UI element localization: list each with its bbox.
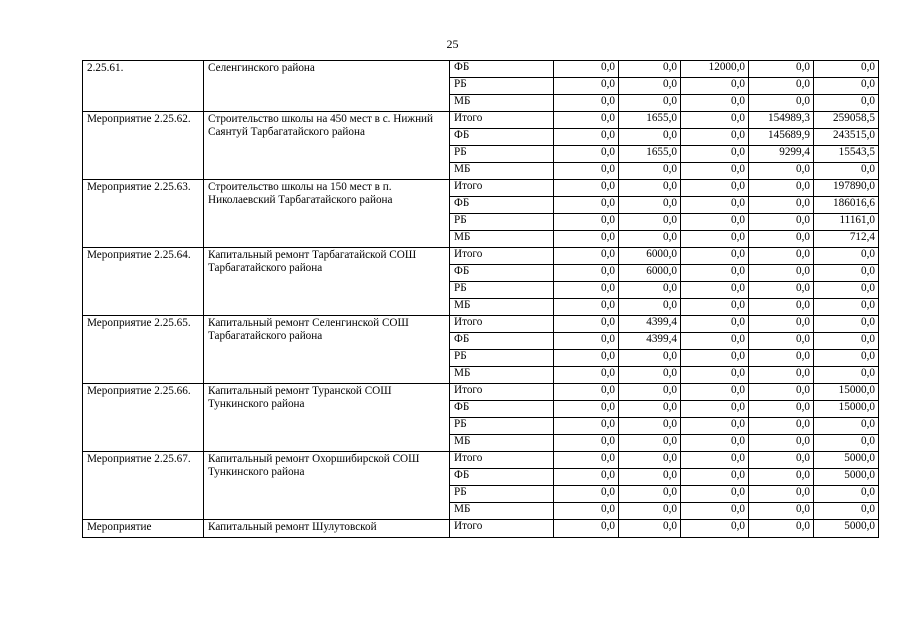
amount-cell-year-5: 5000,0 — [814, 452, 879, 469]
amount-cell-year-1: 0,0 — [554, 367, 619, 384]
amount-cell-year-3: 0,0 — [681, 503, 749, 520]
amount-cell-year-4: 154989,3 — [749, 112, 814, 129]
amount-cell-year-2: 6000,0 — [619, 248, 681, 265]
funding-source-cell: Итого — [450, 112, 554, 129]
amount-cell-year-4: 0,0 — [749, 333, 814, 350]
funding-source-cell: РБ — [450, 146, 554, 163]
funding-source-cell: Итого — [450, 384, 554, 401]
amount-cell-year-4: 0,0 — [749, 61, 814, 78]
activity-name-cell: Капитальный ремонт Туранской СОШ Тункинского района — [204, 384, 450, 452]
amount-cell-year-1: 0,0 — [554, 95, 619, 112]
amount-cell-year-5: 0,0 — [814, 486, 879, 503]
amount-cell-year-5: 0,0 — [814, 435, 879, 452]
amount-cell-year-2: 0,0 — [619, 384, 681, 401]
amount-cell-year-1: 0,0 — [554, 469, 619, 486]
activity-code-cell: Мероприятие 2.25.65. — [83, 316, 204, 384]
amount-cell-year-4: 0,0 — [749, 452, 814, 469]
activity-name-cell: Капитальный ремонт Селенгинской СОШ Тарбагатайского района — [204, 316, 450, 384]
amount-cell-year-4: 0,0 — [749, 299, 814, 316]
amount-cell-year-2: 0,0 — [619, 520, 681, 538]
amount-cell-year-3: 0,0 — [681, 180, 749, 197]
amount-cell-year-2: 0,0 — [619, 503, 681, 520]
activity-code-cell: Мероприятие 2.25.63. — [83, 180, 204, 248]
amount-cell-year-4: 0,0 — [749, 163, 814, 180]
amount-cell-year-5: 0,0 — [814, 418, 879, 435]
amount-cell-year-2: 0,0 — [619, 486, 681, 503]
amount-cell-year-1: 0,0 — [554, 163, 619, 180]
funding-source-cell: ФБ — [450, 401, 554, 418]
amount-cell-year-3: 0,0 — [681, 350, 749, 367]
activity-name-cell: Строительство школы на 150 мест в п. Николаевский Тарбагатайского района — [204, 180, 450, 248]
amount-cell-year-2: 1655,0 — [619, 146, 681, 163]
amount-cell-year-2: 0,0 — [619, 129, 681, 146]
amount-cell-year-5: 5000,0 — [814, 520, 879, 538]
activity-code-cell: Мероприятие 2.25.67. — [83, 452, 204, 520]
amount-cell-year-3: 0,0 — [681, 112, 749, 129]
amount-cell-year-3: 0,0 — [681, 401, 749, 418]
amount-cell-year-2: 0,0 — [619, 214, 681, 231]
funding-source-cell: МБ — [450, 435, 554, 452]
activity-name-cell: Капитальный ремонт Шулутовской — [204, 520, 450, 538]
amount-cell-year-2: 0,0 — [619, 163, 681, 180]
amount-cell-year-4: 0,0 — [749, 469, 814, 486]
amount-cell-year-5: 0,0 — [814, 333, 879, 350]
amount-cell-year-3: 0,0 — [681, 231, 749, 248]
amount-cell-year-5: 5000,0 — [814, 469, 879, 486]
amount-cell-year-3: 0,0 — [681, 248, 749, 265]
amount-cell-year-1: 0,0 — [554, 180, 619, 197]
amount-cell-year-1: 0,0 — [554, 435, 619, 452]
amount-cell-year-2: 0,0 — [619, 197, 681, 214]
funding-source-cell: МБ — [450, 367, 554, 384]
amount-cell-year-4: 0,0 — [749, 435, 814, 452]
amount-cell-year-4: 0,0 — [749, 520, 814, 538]
activity-code-cell: Мероприятие 2.25.66. — [83, 384, 204, 452]
amount-cell-year-1: 0,0 — [554, 503, 619, 520]
amount-cell-year-2: 0,0 — [619, 299, 681, 316]
amount-cell-year-1: 0,0 — [554, 61, 619, 78]
amount-cell-year-3: 0,0 — [681, 435, 749, 452]
amount-cell-year-5: 0,0 — [814, 163, 879, 180]
amount-cell-year-5: 0,0 — [814, 299, 879, 316]
amount-cell-year-5: 15543,5 — [814, 146, 879, 163]
funding-source-cell: РБ — [450, 282, 554, 299]
amount-cell-year-1: 0,0 — [554, 418, 619, 435]
amount-cell-year-4: 0,0 — [749, 180, 814, 197]
amount-cell-year-4: 0,0 — [749, 418, 814, 435]
amount-cell-year-3: 0,0 — [681, 333, 749, 350]
amount-cell-year-3: 0,0 — [681, 367, 749, 384]
amount-cell-year-2: 0,0 — [619, 418, 681, 435]
amount-cell-year-2: 4399,4 — [619, 316, 681, 333]
amount-cell-year-4: 0,0 — [749, 214, 814, 231]
amount-cell-year-2: 0,0 — [619, 180, 681, 197]
budget-table — [82, 60, 879, 538]
table-row — [83, 248, 879, 265]
funding-source-cell: РБ — [450, 418, 554, 435]
amount-cell-year-1: 0,0 — [554, 401, 619, 418]
table-row — [83, 112, 879, 129]
amount-cell-year-3: 0,0 — [681, 197, 749, 214]
amount-cell-year-5: 197890,0 — [814, 180, 879, 197]
amount-cell-year-3: 0,0 — [681, 384, 749, 401]
amount-cell-year-4: 0,0 — [749, 282, 814, 299]
amount-cell-year-5: 0,0 — [814, 350, 879, 367]
amount-cell-year-2: 0,0 — [619, 367, 681, 384]
amount-cell-year-5: 712,4 — [814, 231, 879, 248]
amount-cell-year-1: 0,0 — [554, 282, 619, 299]
amount-cell-year-1: 0,0 — [554, 146, 619, 163]
funding-source-cell: МБ — [450, 231, 554, 248]
amount-cell-year-4: 0,0 — [749, 197, 814, 214]
amount-cell-year-4: 0,0 — [749, 503, 814, 520]
activity-code-cell: 2.25.61. — [83, 61, 204, 112]
funding-source-cell: РБ — [450, 214, 554, 231]
funding-source-cell: Итого — [450, 452, 554, 469]
amount-cell-year-3: 0,0 — [681, 316, 749, 333]
amount-cell-year-4: 145689,9 — [749, 129, 814, 146]
amount-cell-year-4: 0,0 — [749, 401, 814, 418]
activity-name-cell: Строительство школы на 450 мест в с. Нижний Саянтуй Тарбагатайского района — [204, 112, 450, 180]
amount-cell-year-3: 0,0 — [681, 418, 749, 435]
funding-source-cell: РБ — [450, 78, 554, 95]
amount-cell-year-1: 0,0 — [554, 299, 619, 316]
table-row — [83, 384, 879, 401]
amount-cell-year-2: 0,0 — [619, 452, 681, 469]
funding-source-cell: ФБ — [450, 61, 554, 78]
amount-cell-year-3: 0,0 — [681, 163, 749, 180]
amount-cell-year-3: 0,0 — [681, 129, 749, 146]
amount-cell-year-2: 0,0 — [619, 78, 681, 95]
amount-cell-year-4: 0,0 — [749, 231, 814, 248]
amount-cell-year-2: 0,0 — [619, 282, 681, 299]
funding-source-cell: МБ — [450, 95, 554, 112]
amount-cell-year-1: 0,0 — [554, 384, 619, 401]
activity-code-cell: Мероприятие 2.25.62. — [83, 112, 204, 180]
amount-cell-year-5: 186016,6 — [814, 197, 879, 214]
amount-cell-year-4: 0,0 — [749, 486, 814, 503]
activity-name-cell: Селенгинского района — [204, 61, 450, 112]
amount-cell-year-2: 1655,0 — [619, 112, 681, 129]
activity-code-cell: Мероприятие 2.25.64. — [83, 248, 204, 316]
amount-cell-year-2: 0,0 — [619, 435, 681, 452]
amount-cell-year-3: 0,0 — [681, 452, 749, 469]
funding-source-cell: Итого — [450, 248, 554, 265]
amount-cell-year-3: 0,0 — [681, 299, 749, 316]
amount-cell-year-5: 15000,0 — [814, 401, 879, 418]
funding-source-cell: МБ — [450, 299, 554, 316]
amount-cell-year-5: 0,0 — [814, 316, 879, 333]
amount-cell-year-3: 0,0 — [681, 214, 749, 231]
amount-cell-year-3: 12000,0 — [681, 61, 749, 78]
amount-cell-year-4: 0,0 — [749, 265, 814, 282]
table-row — [83, 180, 879, 197]
amount-cell-year-5: 243515,0 — [814, 129, 879, 146]
amount-cell-year-3: 0,0 — [681, 78, 749, 95]
amount-cell-year-3: 0,0 — [681, 95, 749, 112]
amount-cell-year-4: 0,0 — [749, 95, 814, 112]
amount-cell-year-1: 0,0 — [554, 333, 619, 350]
funding-source-cell: Итого — [450, 520, 554, 538]
page-number: 25 — [446, 37, 459, 51]
amount-cell-year-1: 0,0 — [554, 231, 619, 248]
amount-cell-year-5: 0,0 — [814, 367, 879, 384]
amount-cell-year-5: 11161,0 — [814, 214, 879, 231]
amount-cell-year-1: 0,0 — [554, 265, 619, 282]
amount-cell-year-2: 0,0 — [619, 350, 681, 367]
amount-cell-year-1: 0,0 — [554, 78, 619, 95]
amount-cell-year-1: 0,0 — [554, 316, 619, 333]
amount-cell-year-5: 259058,5 — [814, 112, 879, 129]
amount-cell-year-2: 4399,4 — [619, 333, 681, 350]
amount-cell-year-3: 0,0 — [681, 282, 749, 299]
amount-cell-year-1: 0,0 — [554, 486, 619, 503]
amount-cell-year-2: 0,0 — [619, 469, 681, 486]
funding-source-cell: Итого — [450, 180, 554, 197]
amount-cell-year-2: 0,0 — [619, 95, 681, 112]
amount-cell-year-1: 0,0 — [554, 248, 619, 265]
amount-cell-year-3: 0,0 — [681, 265, 749, 282]
funding-source-cell: МБ — [450, 163, 554, 180]
activity-name-cell: Капитальный ремонт Тарбагатайской СОШ Тарбагатайского района — [204, 248, 450, 316]
amount-cell-year-1: 0,0 — [554, 112, 619, 129]
funding-source-cell: ФБ — [450, 469, 554, 486]
amount-cell-year-1: 0,0 — [554, 350, 619, 367]
table-row — [83, 61, 879, 78]
amount-cell-year-1: 0,0 — [554, 520, 619, 538]
amount-cell-year-3: 0,0 — [681, 469, 749, 486]
amount-cell-year-5: 15000,0 — [814, 384, 879, 401]
amount-cell-year-4: 0,0 — [749, 316, 814, 333]
amount-cell-year-4: 0,0 — [749, 384, 814, 401]
activity-code-cell: Мероприятие — [83, 520, 204, 538]
amount-cell-year-5: 0,0 — [814, 78, 879, 95]
amount-cell-year-3: 0,0 — [681, 486, 749, 503]
table-body — [83, 61, 879, 538]
amount-cell-year-5: 0,0 — [814, 503, 879, 520]
amount-cell-year-5: 0,0 — [814, 265, 879, 282]
funding-source-cell: РБ — [450, 350, 554, 367]
funding-source-cell: ФБ — [450, 197, 554, 214]
funding-source-cell: РБ — [450, 486, 554, 503]
amount-cell-year-2: 0,0 — [619, 231, 681, 248]
funding-source-cell: ФБ — [450, 129, 554, 146]
amount-cell-year-2: 6000,0 — [619, 265, 681, 282]
amount-cell-year-4: 0,0 — [749, 350, 814, 367]
table-row — [83, 452, 879, 469]
amount-cell-year-4: 0,0 — [749, 248, 814, 265]
funding-source-cell: МБ — [450, 503, 554, 520]
amount-cell-year-2: 0,0 — [619, 61, 681, 78]
funding-source-cell: ФБ — [450, 333, 554, 350]
amount-cell-year-5: 0,0 — [814, 61, 879, 78]
amount-cell-year-4: 0,0 — [749, 367, 814, 384]
amount-cell-year-5: 0,0 — [814, 95, 879, 112]
amount-cell-year-4: 9299,4 — [749, 146, 814, 163]
amount-cell-year-5: 0,0 — [814, 282, 879, 299]
activity-name-cell: Капитальный ремонт Охоршибирской СОШ Тункинского района — [204, 452, 450, 520]
amount-cell-year-3: 0,0 — [681, 146, 749, 163]
funding-source-cell: ФБ — [450, 265, 554, 282]
funding-source-cell: Итого — [450, 316, 554, 333]
amount-cell-year-3: 0,0 — [681, 520, 749, 538]
amount-cell-year-1: 0,0 — [554, 197, 619, 214]
table-row — [83, 520, 879, 538]
table-row — [83, 316, 879, 333]
amount-cell-year-4: 0,0 — [749, 78, 814, 95]
amount-cell-year-2: 0,0 — [619, 401, 681, 418]
amount-cell-year-1: 0,0 — [554, 129, 619, 146]
amount-cell-year-1: 0,0 — [554, 214, 619, 231]
amount-cell-year-1: 0,0 — [554, 452, 619, 469]
amount-cell-year-5: 0,0 — [814, 248, 879, 265]
